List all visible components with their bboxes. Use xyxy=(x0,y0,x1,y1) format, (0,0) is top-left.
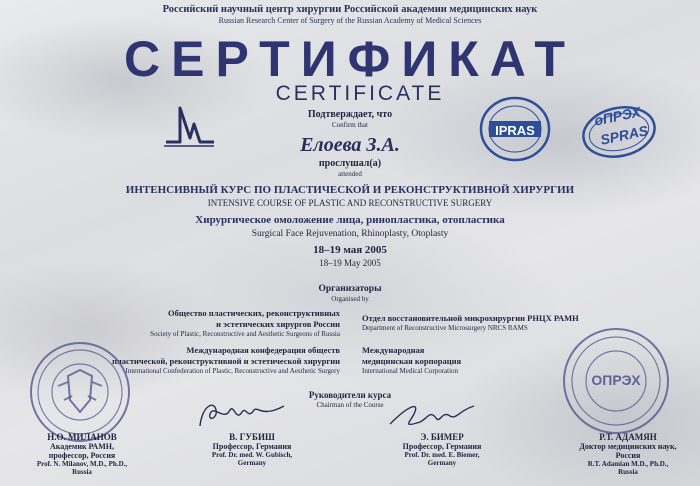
spras-top-label: оПРЭХ xyxy=(592,103,643,129)
recipient-name: Елоева З.А. xyxy=(300,134,400,156)
signer-adamian-l4: Russia xyxy=(618,468,638,476)
organizers-ru: Организаторы xyxy=(318,284,382,294)
signer-gubisch-name: В. ГУБИШ xyxy=(229,432,275,442)
signature-gubisch-icon xyxy=(192,396,292,432)
org-right2-ru-1: Международная xyxy=(362,345,425,355)
spras-bottom-label: SPRAS xyxy=(598,122,650,148)
signer-adamian-l3: R.T. Adamian M.D., Ph.D., xyxy=(587,460,669,468)
title-en: CERTIFICATE xyxy=(275,82,445,105)
seal-right-label: ОПРЭХ xyxy=(591,372,641,388)
org-left2-en: International Confederation of Plastic, Reconstructive and Aesthetic Surgery xyxy=(125,367,340,375)
header-ru: Российский научный центр хирургии Российской академии медицинских наук xyxy=(162,4,538,15)
heads-en: Chairman of the Course xyxy=(316,401,384,409)
signer-biemer-l1: Профессор, Германия xyxy=(402,442,482,451)
signer-biemer-l2: Prof. Dr. med. E. Biemer, xyxy=(404,451,480,459)
dates-ru: 18–19 мая 2005 xyxy=(313,244,387,256)
org-left2-ru-1: Международная конфедерация обществ xyxy=(186,345,340,355)
signer-biemer-name: Э. БИМЕР xyxy=(420,432,464,442)
org-right1-ru: Отдел восстановительной микрохирургии РНЦХ РАМН xyxy=(362,313,579,323)
org-left1-ru-1: Общество пластических, реконструктивных xyxy=(168,308,340,318)
signer-gubisch-l1: Профессор, Германия xyxy=(212,442,292,451)
org-right2-en: International Medical Corporation xyxy=(362,367,459,375)
confirm-en: Confirm that xyxy=(332,121,368,129)
signer-milanov-name: Н.О. МИЛАНОВ xyxy=(47,432,117,442)
signer-milanov-l4: Russia xyxy=(72,468,92,476)
academy-seal-icon xyxy=(28,340,132,444)
attended-en: attended xyxy=(338,170,362,178)
topic-en: Surgical Face Rejuvenation, Rhinoplasty, Otoplasty xyxy=(251,229,449,239)
org-left1-ru-2: и эстетических хирургов России xyxy=(216,319,340,329)
title-ru: СЕРТИФИКАТ xyxy=(124,31,576,87)
signer-adamian-l1: Доктор медицинских наук, xyxy=(579,442,677,451)
signer-milanov-l1: Академик РАМН, xyxy=(50,442,114,451)
org-right1-en: Department of Reconstructive Microsurgery NRCS RAMS xyxy=(362,324,528,332)
org-left2-ru-2: пластической, реконструктивной и эстетической хирургии xyxy=(112,356,340,366)
signer-milanov-l2: профессор, Россия xyxy=(48,451,116,460)
signer-adamian-l2: Россия xyxy=(615,451,641,460)
confirm-ru: Подтверждает, что xyxy=(307,109,393,120)
org-right2-ru-2: медицинская корпорация xyxy=(362,356,462,366)
organizers-en: Organised by xyxy=(331,295,369,303)
course-en: INTENSIVE COURSE OF PLASTIC AND RECONSTRUCTIVE SURGERY xyxy=(207,198,493,208)
org-left1-en: Society of Plastic, Reconstructive and Aesthetic Surgeons of Russia xyxy=(150,330,340,338)
signer-gubisch-l3: Germany xyxy=(237,459,267,467)
signer-milanov-l3: Prof. N. Milanov, M.D., Ph.D., xyxy=(36,460,128,468)
signer-gubisch-l2: Prof. Dr. med. W. Gubisch, xyxy=(211,451,293,459)
signature-biemer-icon xyxy=(380,398,480,434)
signer-biemer-l3: Germany xyxy=(427,459,457,467)
course-ru: ИНТЕНСИВНЫЙ КУРС ПО ПЛАСТИЧЕСКОЙ И РЕКОНСТРУКТИВНОЙ ХИРУРГИИ xyxy=(125,184,575,196)
heads-ru: Руководители курса xyxy=(308,390,392,400)
topic-ru: Хирургическое омоложение лица, ринопластика, отопластика xyxy=(195,214,505,226)
signer-adamian-name: Р.Т. АДАМЯН xyxy=(599,432,657,442)
dates-en: 18–19 May 2005 xyxy=(319,258,381,268)
attended-ru: прослушал(а) xyxy=(318,158,382,169)
header-en: Russian Research Center of Surgery of the Russian Academy of Medical Sciences xyxy=(218,16,482,25)
ipras-label: IPRAS xyxy=(495,123,535,138)
